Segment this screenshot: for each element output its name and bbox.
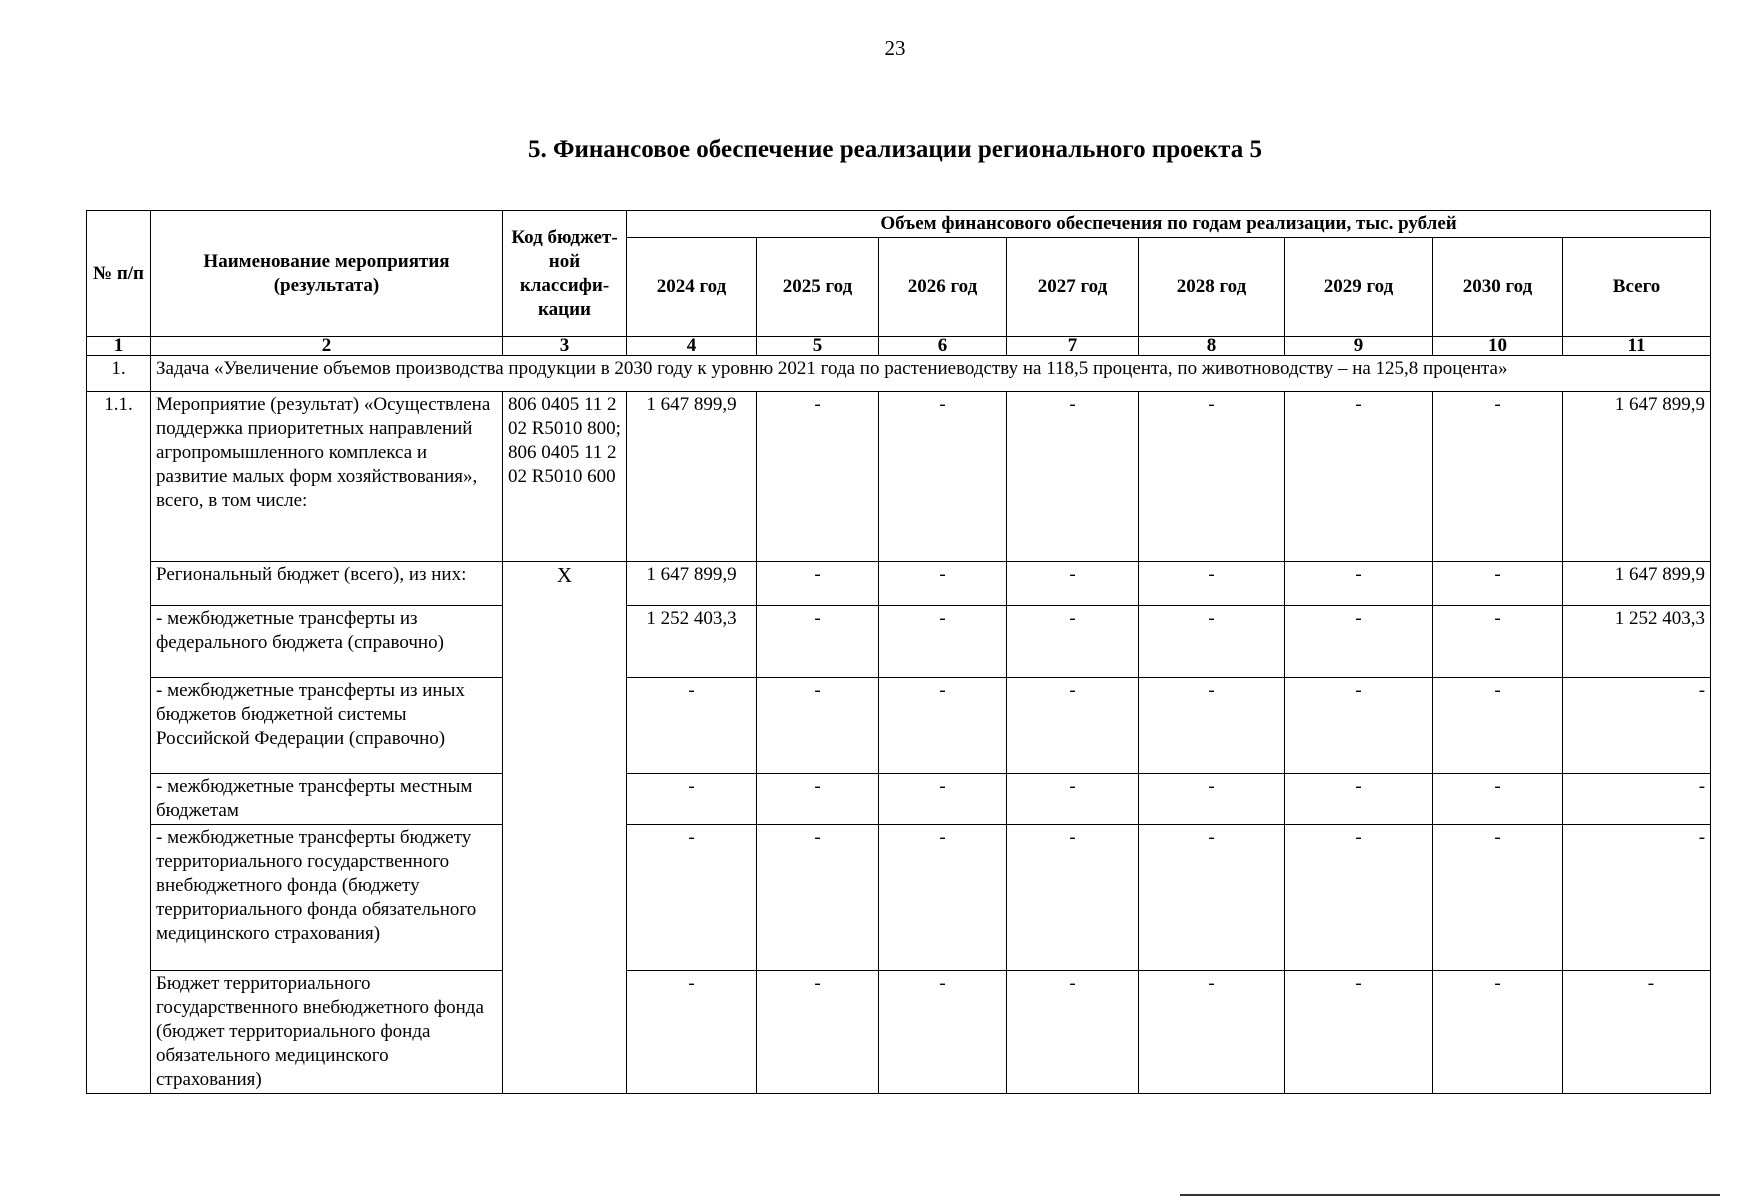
task-text: Задача «Увеличение объемов производства продукции в 2030 году к уровню 2021 года по растениеводству на 118,5 процента, по животноводству – на 125,8 процента» [151, 356, 1711, 392]
cell-value: - [1139, 825, 1285, 971]
header-year: 2025 год [757, 238, 879, 337]
cell-value: - [757, 678, 879, 774]
cell-value: - [757, 392, 879, 562]
header-volume: Объем финансового обеспечения по годам реализации, тыс. рублей [627, 211, 1711, 238]
row-name: - межбюджетные трансферты местным бюджетам [151, 774, 503, 825]
cell-value: 1 252 403,3 [627, 606, 757, 678]
event-np: 1.1. [87, 392, 151, 1094]
column-number: 11 [1563, 337, 1711, 356]
header-name: Наименование мероприятия (результата) [151, 211, 503, 337]
cell-total: - [1563, 971, 1711, 1094]
cell-value: - [757, 606, 879, 678]
cell-value: - [1139, 774, 1285, 825]
column-number: 5 [757, 337, 879, 356]
cell-value: - [1007, 392, 1139, 562]
header-year: 2026 год [879, 238, 1007, 337]
column-number: 3 [503, 337, 627, 356]
table-row [87, 562, 1711, 606]
cell-value: - [1139, 971, 1285, 1094]
row-name: Региональный бюджет (всего), из них: [151, 562, 503, 606]
header-total: Всего [1563, 238, 1711, 337]
cell-value: - [1139, 562, 1285, 606]
header-year: 2028 год [1139, 238, 1285, 337]
column-number: 1 [87, 337, 151, 356]
cell-value: - [1007, 678, 1139, 774]
financing-table [86, 210, 1711, 1094]
cell-value: - [879, 392, 1007, 562]
cell-value: - [1433, 825, 1563, 971]
cell-value: - [1285, 971, 1433, 1094]
cell-value: - [1007, 562, 1139, 606]
cell-total: 1 647 899,9 [1563, 562, 1711, 606]
task-np: 1. [87, 356, 151, 392]
row-name: - межбюджетные трансферты бюджету территориального государственного внебюджетного фонда (бюджету территориального фонда обязательного медицинского страхования) [151, 825, 503, 971]
cell-value: - [627, 774, 757, 825]
cell-value: - [1433, 678, 1563, 774]
page-number: 23 [884, 36, 906, 60]
cell-value: - [1007, 606, 1139, 678]
row-name: - межбюджетные трансферты из иных бюджетов бюджетной системы Российской Федерации (справочно) [151, 678, 503, 774]
column-numbers-row [87, 337, 1711, 356]
cell-total: 1 647 899,9 [1563, 392, 1711, 562]
table-row [87, 392, 1711, 562]
cell-value: - [1285, 562, 1433, 606]
cell-value: - [757, 562, 879, 606]
cell-total: 1 252 403,3 [1563, 606, 1711, 678]
budget-code: 806 0405 11 2 02 R5010 800; 806 0405 11 2 02 R5010 600 [503, 392, 627, 562]
cell-value: - [1285, 774, 1433, 825]
row-name: Бюджет территориального государственного внебюджетного фонда (бюджет территориального фонда обязательного медицинского страхования) [151, 971, 503, 1094]
cell-value: - [627, 825, 757, 971]
cell-value: - [757, 825, 879, 971]
column-number: 4 [627, 337, 757, 356]
cell-value: - [1139, 392, 1285, 562]
header-year: 2024 год [627, 238, 757, 337]
bottom-divider [1180, 1194, 1720, 1196]
code-x-mark: X [503, 562, 627, 1094]
column-number: 9 [1285, 337, 1433, 356]
cell-total: - [1563, 678, 1711, 774]
cell-value: - [757, 971, 879, 1094]
cell-total: - [1563, 774, 1711, 825]
column-number: 2 [151, 337, 503, 356]
cell-total: - [1563, 825, 1711, 971]
cell-value: - [757, 774, 879, 825]
header-np: № п/п [87, 211, 151, 337]
table-row [87, 825, 1711, 971]
row-name: - межбюджетные трансферты из федерального бюджета (справочно) [151, 606, 503, 678]
cell-value: - [1433, 606, 1563, 678]
cell-value: - [879, 825, 1007, 971]
cell-value: - [1285, 825, 1433, 971]
cell-value: - [1433, 971, 1563, 1094]
column-number: 6 [879, 337, 1007, 356]
page-title: 5. Финансовое обеспечение реализации регионального проекта 5 [527, 136, 1263, 163]
cell-value: - [879, 562, 1007, 606]
cell-value: - [1007, 825, 1139, 971]
header-year: 2030 год [1433, 238, 1563, 337]
table-row [87, 678, 1711, 774]
table-row [87, 971, 1711, 1094]
cell-value: - [1433, 562, 1563, 606]
header-year: 2029 год [1285, 238, 1433, 337]
cell-value: - [1433, 774, 1563, 825]
cell-value: - [879, 971, 1007, 1094]
cell-value: - [1007, 774, 1139, 825]
table-row [87, 774, 1711, 825]
cell-value: 1 647 899,9 [627, 562, 757, 606]
cell-value: - [1285, 392, 1433, 562]
header-code: Код бюджет-ной классифи-кации [503, 211, 627, 337]
cell-value: - [1285, 678, 1433, 774]
cell-value: - [627, 678, 757, 774]
cell-value: - [627, 971, 757, 1094]
cell-value: - [879, 678, 1007, 774]
column-number: 8 [1139, 337, 1285, 356]
column-number: 7 [1007, 337, 1139, 356]
cell-value: 1 647 899,9 [627, 392, 757, 562]
cell-value: - [879, 606, 1007, 678]
column-number: 10 [1433, 337, 1563, 356]
task-row [87, 356, 1711, 392]
cell-value: - [1433, 392, 1563, 562]
header-year: 2027 год [1007, 238, 1139, 337]
cell-value: - [1285, 606, 1433, 678]
cell-value: - [879, 774, 1007, 825]
row-name: Мероприятие (результат) «Осуществлена поддержка приоритетных направлений агропромышленного комплекса и развитие малых форм хозяйствования», всего, в том числе: [151, 392, 503, 562]
cell-value: - [1139, 678, 1285, 774]
cell-value: - [1007, 971, 1139, 1094]
cell-value: - [1139, 606, 1285, 678]
table-row [87, 606, 1711, 678]
